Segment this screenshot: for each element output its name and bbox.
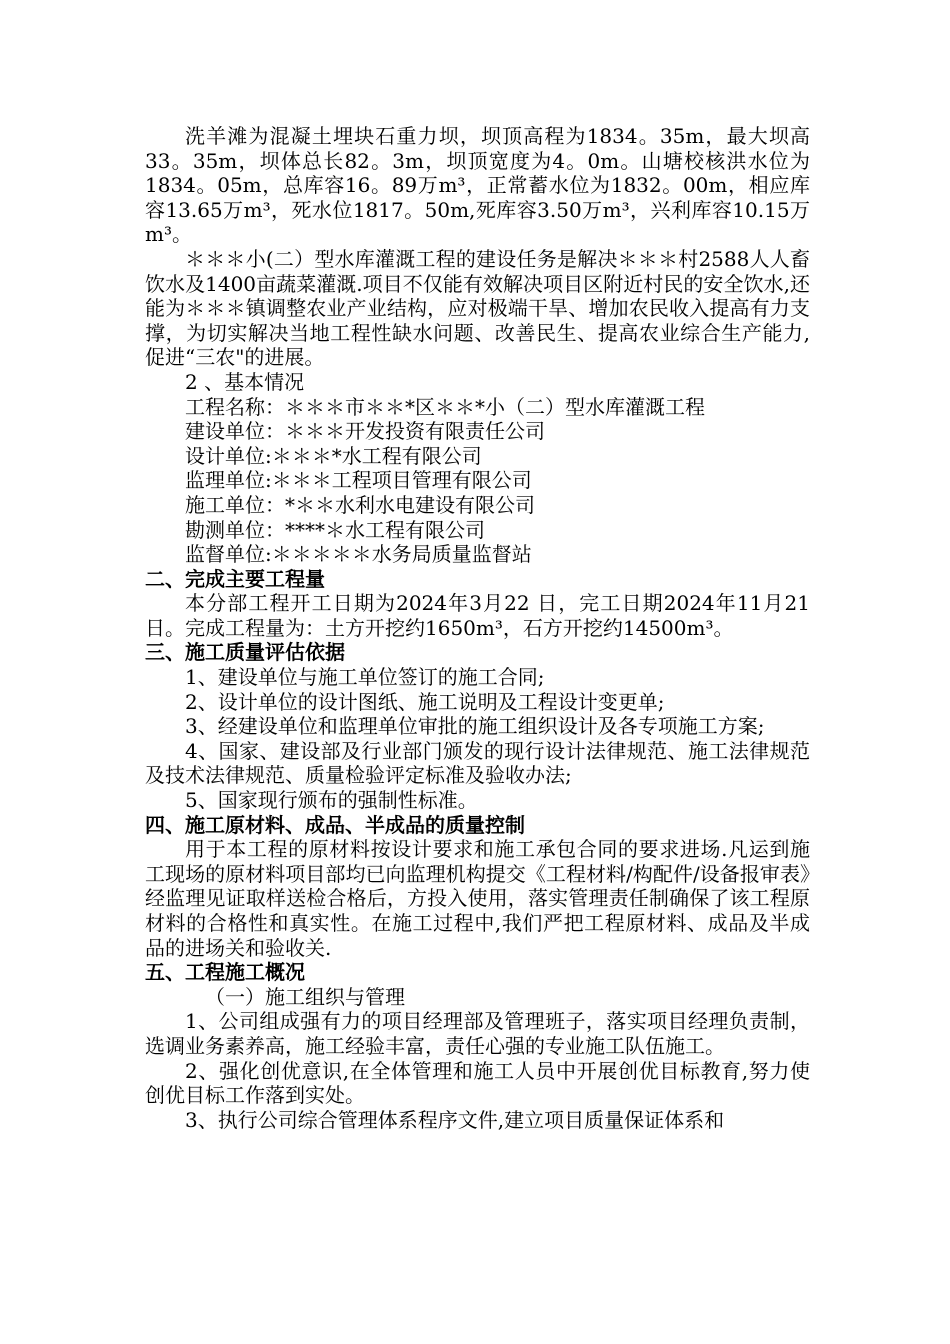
paragraph-materials: 用于本工程的原材料按设计要求和施工承包合同的要求进场.凡运到施工现场的原材料项目部均已向监理机构提交《工程材料/构配件/设备报审表》经监理见证取样送检合格后，方投入使用，落实管理责任制确保了该工程原材料的合格性和真实性。在施工过程中,我们严把工程原材料、成品及半成品的进场关和验收关.	[145, 837, 810, 960]
paragraph-dam-specs: 洗羊滩为混凝土埋块石重力坝，坝顶高程为1834。35m，最大坝高33。35m，坝体总长82。3m，坝顶宽度为4。0m。山塘校核洪水位为1834。05m，总库容16。89万m³，正常蓄水位为1832。00m，相应库容13.65万m³，死水位1817。50m,死库容3.50万m³，兴利库容10.15万m³。	[145, 124, 810, 247]
design-unit: 设计单位:＊＊＊*水工程有限公司	[185, 443, 482, 468]
list-item: 2、强化创优意识,在全体管理和施工人员中开展创优目标教育,努力使创优目标工作落到实处。	[145, 1058, 810, 1108]
construction-unit: 建设单位：＊＊＊开发投资有限责任公司	[185, 419, 545, 444]
paragraph-quantities: 本分部工程开工日期为2024年3月22 日，完工日期2024年11月21日。完成工程量为：土方开挖约1650m³，石方开挖约14500m³。	[145, 591, 810, 640]
oversight-unit: 监督单位:＊＊＊＊＊水务局质量监督站	[185, 542, 532, 567]
document-page	[145, 124, 810, 1132]
list-item: 5、国家现行颁布的强制性标准。	[185, 788, 478, 813]
basic-info-heading: 2 、基本情况	[185, 369, 305, 394]
survey-unit: 勘测单位：****＊水工程有限公司	[185, 517, 485, 542]
section-heading-quantities: 二、完成主要工程量	[145, 566, 325, 591]
list-item: 4、国家、建设部及行业部门颁发的现行设计法律规范、施工法律规范及技术法律规范、质量检验评定标准及验收办法;	[145, 738, 810, 788]
subsection-heading: （一）施工组织与管理	[205, 984, 405, 1009]
list-item: 1、建设单位与施工单位签订的施工合同;	[185, 665, 545, 690]
section-heading-materials: 四、施工原材料、成品、半成品的质量控制	[145, 812, 525, 837]
list-item: 3、经建设单位和监理单位审批的施工组织设计及各专项施工方案;	[185, 714, 765, 739]
list-item: 1、公司组成强有力的项目经理部及管理班子，落实项目经理负责制，选调业务素养高，施工经验丰富，责任心强的专业施工队伍施工。	[145, 1009, 810, 1058]
supervision-unit: 监理单位:＊＊＊工程项目管理有限公司	[185, 468, 532, 493]
section-heading-basis: 三、施工质量评估依据	[145, 640, 345, 665]
paragraph-project-tasks: ＊＊＊小(二）型水库灌溉工程的建设任务是解决＊＊＊村2588人人畜饮水及1400亩蔬菜灌溉.项目不仅能有效解决项目区附近村民的安全饮水,还能为＊＊＊镇调整农业产业结构，应对极端干旱、增加农民收入提高有力支撑，为切实解决当地工程性缺水问题、改善民生、提高农业综合生产能力,促进“三农"的进展。	[145, 246, 810, 370]
list-item: 2、设计单位的设计图纸、施工说明及工程设计变更单;	[185, 689, 665, 714]
section-heading-overview: 五、工程施工概况	[145, 960, 305, 985]
list-item: 3、执行公司综合管理体系程序文件,建立项目质量保证体系和	[185, 1107, 725, 1132]
project-name: 工程名称：＊＊＊市＊＊*区＊＊*小（二）型水库灌溉工程	[185, 394, 705, 419]
contractor-unit: 施工单位：*＊＊水利水电建设有限公司	[185, 492, 535, 517]
